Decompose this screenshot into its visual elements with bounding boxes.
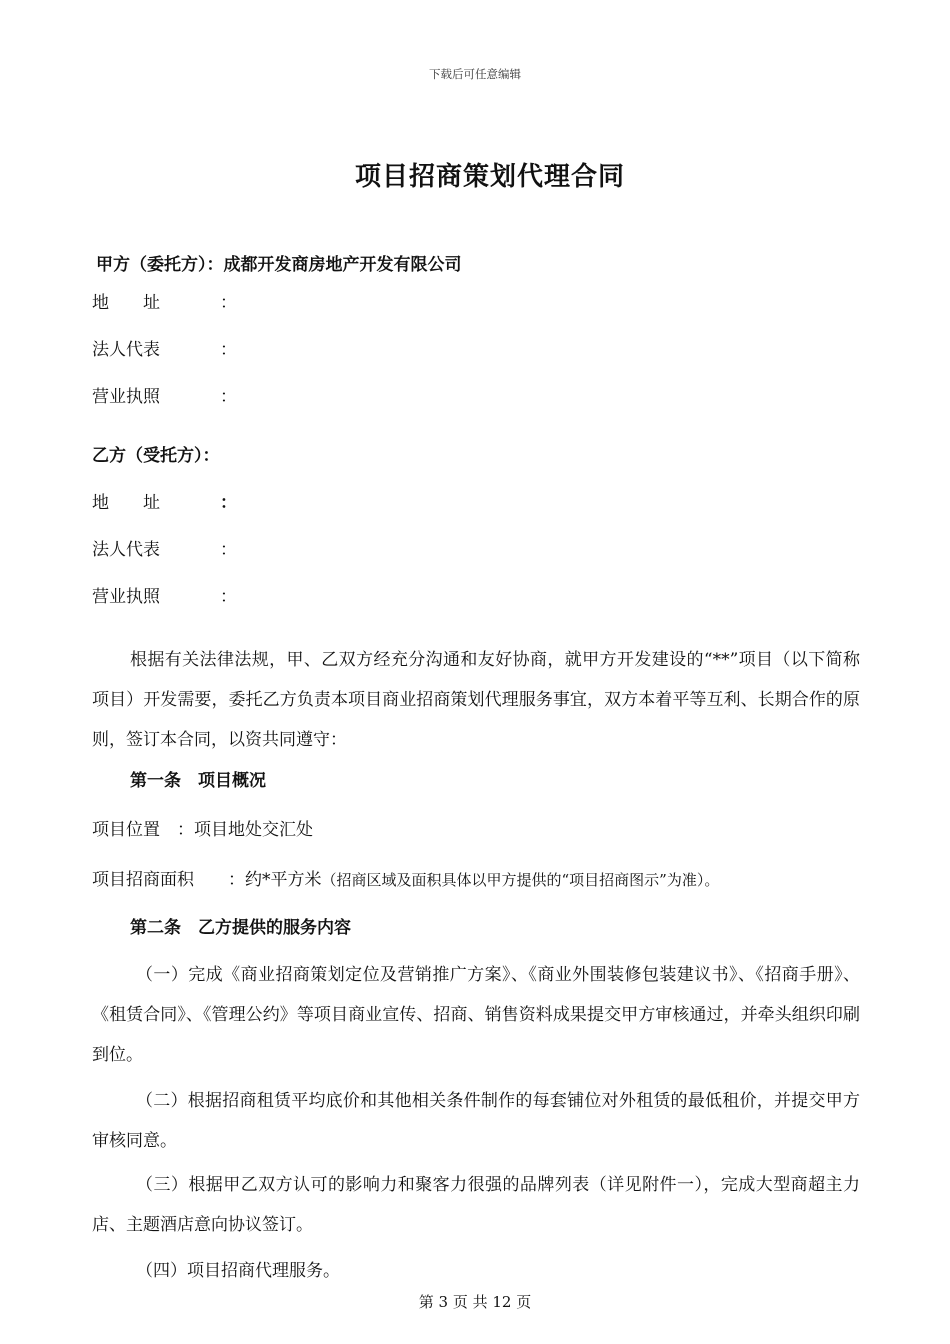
party-a-address-row — [92, 292, 237, 314]
field-label: 法人代表 — [92, 540, 160, 560]
project-location-row: 项目位置 ：项目地处交汇处 — [92, 820, 313, 840]
field-colon: ： — [220, 540, 237, 560]
page-number-footer: 第 3 页 共 12 页 — [418, 1293, 532, 1311]
service-item-2: （二）根据招商租赁平均底价和其他相关条件制作的每套铺位对外租赁的最低租价，并提交甲方审核同意。 — [92, 1091, 860, 1151]
party-b-legal-rep-row — [92, 539, 237, 561]
project-area-label: 项目招商面积 — [92, 870, 194, 890]
field-label: 法人代表 — [92, 340, 160, 360]
article-2-heading: 第二条 乙方提供的服务内容 — [130, 918, 351, 938]
document-title: 项目招商策划代理合同 — [354, 162, 625, 192]
field-colon: ： — [220, 340, 237, 360]
field-label: 地 址 — [92, 493, 160, 513]
service-item-1: （一）完成《商业招商策划定位及营销推广方案》、《商业外围装修包装建议书》、《招商手册》、《租赁合同》、《管理公约》等项目商业宣传、招商、销售资料成果提交甲方审核通过，并牵头组织印刷到位。 — [92, 965, 860, 1065]
field-colon: ： — [220, 387, 237, 407]
field-label: 营业执照 — [92, 387, 160, 407]
intro-paragraph: 根据有关法律法规，甲、乙双方经充分沟通和友好协商，就甲方开发建设的“**”项目（以下简称项目）开发需要，委托乙方负责本项目商业招商策划代理服务事宜，双方本着平等互利、长期合作的原则，签订本合同，以资共同遵守： — [92, 650, 860, 750]
page-header-note: 下载后可任意编辑 — [429, 67, 521, 81]
project-area-value: 约*平方米 — [245, 870, 322, 890]
project-location-value: 项目地处交汇处 — [194, 820, 313, 840]
party-b-address-row — [92, 492, 237, 514]
article-1-heading: 第一条 项目概况 — [130, 771, 266, 791]
field-label: 营业执照 — [92, 587, 160, 607]
field-colon: ： — [220, 493, 237, 513]
project-location-label: 项目位置 — [92, 820, 160, 840]
project-area-note: （招商区域及面积具体以甲方提供的“项目招商图示”为准）。 — [321, 871, 720, 889]
project-area-row: 项目招商面积 ：约*平方米（招商区域及面积具体以甲方提供的“项目招商图示”为准）。 — [92, 870, 720, 890]
party-b-license-row — [92, 586, 237, 608]
field-colon: ： — [220, 293, 237, 313]
party-a-heading: 甲方（委托方）：成都开发商房地产开发有限公司 — [96, 255, 462, 275]
service-item-4: （四）项目招商代理服务。 — [136, 1261, 340, 1281]
party-a-legal-rep-row — [92, 339, 237, 361]
field-label: 地 址 — [92, 293, 160, 313]
party-b-heading: 乙方（受托方）： — [92, 446, 220, 466]
field-colon: ： — [220, 587, 237, 607]
party-a-license-row — [92, 386, 237, 408]
service-item-3: （三）根据甲乙双方认可的影响力和聚客力很强的品牌列表（详见附件一），完成大型商超主力店、主题酒店意向协议签订。 — [92, 1175, 860, 1235]
